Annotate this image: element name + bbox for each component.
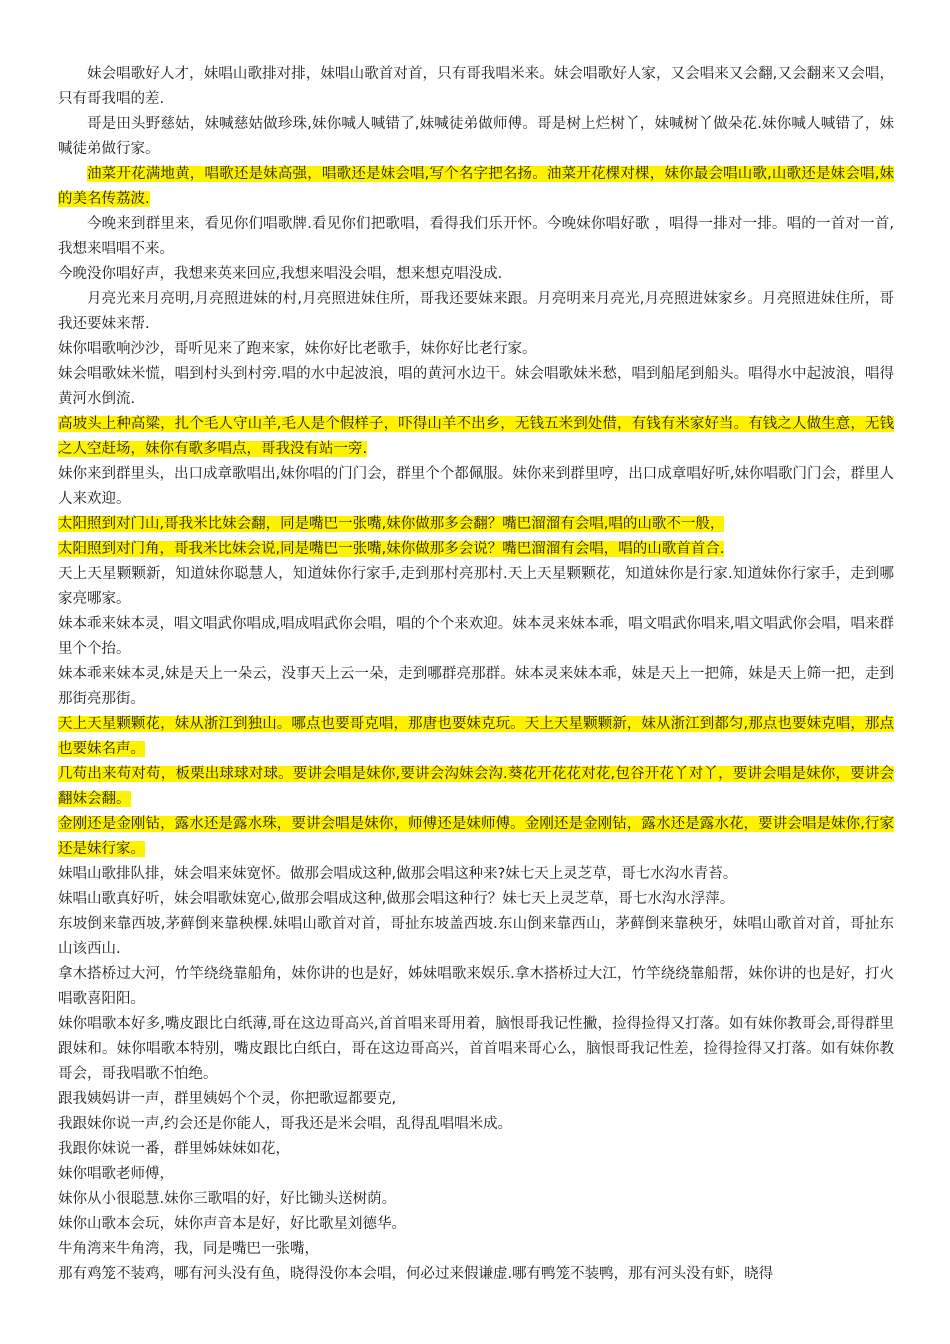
paragraph <box>58 562 894 612</box>
paragraph-text: 几苟出来苟对苟，板栗出球球对球。要讲会唱是妹你,要讲会沟妹会沟.葵花开花花对花,包谷开花丫对丫，要讲会唱是妹你，要讲会翻妹会翻。 <box>58 766 894 807</box>
paragraph <box>58 337 894 362</box>
paragraph-text: 妹会唱歌妹米慌，唱到村头到村旁.唱的水中起波浪，唱的黄河水边干。妹会唱歌妹米愁，唱到船尾到船头。唱得水中起波浪，唱得黄河水倒流. <box>58 366 894 407</box>
paragraph <box>58 862 894 887</box>
paragraph <box>58 1162 894 1187</box>
paragraph <box>58 1112 894 1137</box>
paragraph-text: 今晚来到群里来，看见你们唱歌牌.看见你们把歌唱，看得我们乐开怀。今晚妹你唱好歌 ，唱得一排对一排。唱的一首对一首,我想来唱唱不来。 <box>58 216 894 257</box>
paragraph-text: 油菜开花满地黄，唱歌还是妹高强，唱歌还是妹会唱,写个名字把名扬。油菜开花棵对棵，妹你最会唱山歌,山歌还是妹会唱,妹的美名传荔波. <box>58 166 894 207</box>
paragraph <box>58 887 894 912</box>
highlighted-paragraph <box>58 712 894 762</box>
paragraph-text: 妹你唱歌响沙沙，哥听见来了跑来家，妹你好比老歌手，妹你好比老行家。 <box>58 341 537 357</box>
paragraph <box>58 62 894 112</box>
paragraph-text: 太阳照到对门角，哥我米比妹会说,同是嘴巴一张嘴,妹你做那多会说？嘴巴溜溜有会唱，唱的山歌首首合. <box>58 541 725 557</box>
paragraph-text: 哥是田头野慈姑，妹喊慈姑做珍珠,妹你喊人喊错了,妹喊徒弟做师傅。哥是树上烂树丫，妹喊树丫做朵花.妹你喊人喊错了，妹喊徒弟做行家。 <box>58 116 894 157</box>
paragraph-text: 牛角湾来牛角湾，我，同是嘴巴一张嘴， <box>58 1241 319 1257</box>
paragraph-text: 妹你唱歌本好多,嘴皮跟比白纸薄,哥在这边哥高兴,首首唱来哥用着，脑恨哥我记性撇，捡得捡得又打落。如有妹你教哥会,哥得群里跟妹和。妹你唱歌本特别，嘴皮跟比白纸白，哥在这边哥高兴，首首唱来哥心么，脑恨哥我记性差，捡得捡得又打落。如有妹你教哥会，哥我唱歌不怕绝。 <box>58 1016 894 1082</box>
paragraph-text: 妹会唱歌好人才，妹唱山歌排对排，妹唱山歌首对首，只有哥我唱米来。妹会唱歌好人家，又会唱来又会翻,又会翻来又会唱，只有哥我唱的差. <box>58 66 894 107</box>
highlighted-paragraph <box>58 412 894 462</box>
document-body <box>58 62 894 1287</box>
paragraph-text: 妹唱山歌真好听，妹会唱歌妹宽心,做那会唱成这种,做那会唱这种行？妹七天上灵芝草，哥七水沟水浮萍。 <box>58 891 735 907</box>
paragraph-text: 拿木搭桥过大河，竹竿绕绕靠船角，妹你讲的也是好，姊妹唱歌来娱乐.拿木搭桥过大江，竹竿绕绕靠船帮，妹你讲的也是好，打火唱歌喜阳阳。 <box>58 966 894 1007</box>
paragraph-text: 金刚还是金刚钻，露水还是露水珠，要讲会唱是妹你，师傅还是妹师傅。金刚还是金刚钻，露水还是露水花，要讲会唱是妹你,行家还是妹行家。 <box>58 816 894 857</box>
paragraph-text: 妹你山歌本会玩，妹你声音本是好，好比歌星刘德华。 <box>58 1216 406 1232</box>
paragraph-text: 妹唱山歌排队排，妹会唱来妹宽怀。做那会唱成这种,做那会唱这种来?妹七天上灵芝草，哥七水沟水青苔。 <box>58 866 738 882</box>
paragraph-text: 妹本乖来妹本灵，唱文唱武你唱成,唱成唱武你会唱，唱的个个来欢迎。妹本灵来妹本乖，唱文唱武你唱来,唱文唱武你会唱，唱来群里个个抬。 <box>58 616 894 657</box>
paragraph <box>58 962 894 1012</box>
paragraph <box>58 112 894 162</box>
paragraph <box>58 1012 894 1087</box>
paragraph-text: 那有鸡笼不装鸡，哪有河头没有鱼，晓得没你本会唱，何必过来假谦虚.哪有鸭笼不装鸭，那有河头没有虾，晓得 <box>58 1266 774 1282</box>
highlighted-paragraph <box>58 762 894 812</box>
highlighted-paragraph <box>58 512 894 537</box>
paragraph-text: 妹本乖来妹本灵,妹是天上一朵云，没事天上云一朵，走到哪群亮那群。妹本灵来妹本乖，妹是天上一把筛，妹是天上筛一把，走到那街亮那街。 <box>58 666 894 707</box>
paragraph <box>58 212 894 262</box>
paragraph-text: 高坡头上种高粱，扎个毛人守山羊,毛人是个假样子，吓得山羊不出乡，无钱五米到处借，有钱有米家好当。有钱之人做生意，无钱之人空赶场，妹你有歌多唱点，哥我没有站一旁. <box>58 416 894 457</box>
paragraph <box>58 662 894 712</box>
paragraph <box>58 362 894 412</box>
highlighted-paragraph <box>58 162 894 212</box>
paragraph <box>58 262 894 287</box>
paragraph-text: 天上天星颗颗花，妹从浙江到独山。哪点也要哥克唱，那唐也要妹克玩。天上天星颗颗新，妹从浙江到都匀,那点也要妹克唱，那点也要妹名声。 <box>58 716 894 757</box>
paragraph <box>58 612 894 662</box>
paragraph <box>58 1137 894 1162</box>
paragraph-text: 妹你唱歌老师傅， <box>58 1166 174 1182</box>
paragraph-text: 天上天星颗颗新，知道妹你聪慧人，知道妹你行家手,走到那村亮那村.天上天星颗颗花，知道妹你是行家.知道妹你行家手，走到哪家亮哪家。 <box>58 566 894 607</box>
paragraph-text: 我跟你妹说一番，群里姊妹妹如花， <box>58 1141 290 1157</box>
paragraph <box>58 1237 894 1262</box>
paragraph <box>58 462 894 512</box>
paragraph-text: 月亮光来月亮明,月亮照进妹的村,月亮照进妹住所，哥我还要妹来跟。月亮明来月亮光,月亮照进妹家乡。月亮照进妹住所，哥我还要妹来帮. <box>58 291 894 332</box>
paragraph <box>58 1212 894 1237</box>
paragraph-text: 妹你从小很聪慧.妹你三歌唱的好，好比锄头送树荫。 <box>58 1191 397 1207</box>
paragraph-text: 东坡倒来靠西坡,茅藓倒来靠秧棵.妹唱山歌首对首，哥扯东坡盖西坡.东山倒来靠西山，茅藓倒来靠秧牙，妹唱山歌首对首，哥扯东山该西山. <box>58 916 894 957</box>
paragraph <box>58 912 894 962</box>
paragraph <box>58 287 894 337</box>
paragraph <box>58 1262 894 1287</box>
highlighted-paragraph <box>58 537 894 562</box>
paragraph <box>58 1187 894 1212</box>
highlighted-paragraph <box>58 812 894 862</box>
paragraph-text: 今晚没你唱好声，我想来英来回应,我想来唱没会唱，想来想克唱没成. <box>58 266 503 282</box>
paragraph-text: 妹你来到群里头，出口成章歌唱出,妹你唱的门门会，群里个个都佩服。妹你来到群里哼，出口成章唱好听,妹你唱歌门门会，群里人人来欢迎。 <box>58 466 894 507</box>
paragraph-text: 跟我姨妈讲一声，群里姨妈个个灵，你把歌逗都要克, <box>58 1091 397 1107</box>
paragraph-text: 我跟妹你说一声,约会还是你能人，哥我还是米会唱，乱得乱唱唱米成。 <box>58 1116 513 1132</box>
paragraph <box>58 1087 894 1112</box>
paragraph-text: 太阳照到对门山,哥我米比妹会翻，同是嘴巴一张嘴,妹你做那多会翻？嘴巴溜溜有会唱,唱的山歌不一般， <box>58 516 725 532</box>
